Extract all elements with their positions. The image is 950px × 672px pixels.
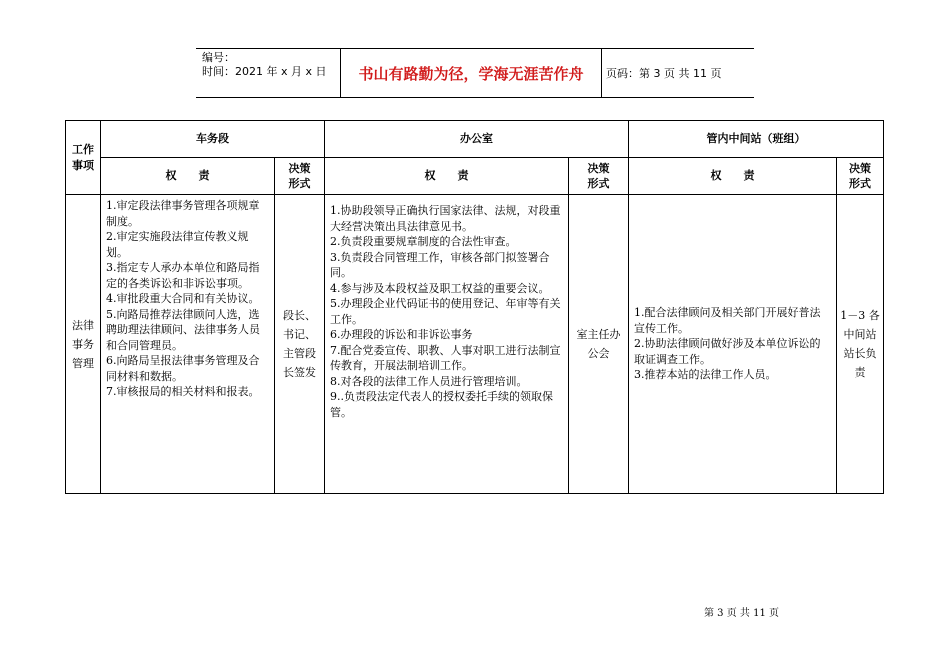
sub-header-duty: 权 责 (101, 158, 275, 195)
col-header-item: 工作事项 (66, 121, 101, 195)
group-header-chewuduan: 车务段 (101, 121, 325, 158)
g3-duties-cell (629, 195, 837, 494)
page-footer: 第 3 页 共 11 页 (704, 608, 779, 619)
g2-duty-item: 9..负责段法定代表人的授权委托手续的领取保管。 (330, 390, 553, 419)
g1-duties-cell (101, 195, 275, 494)
g2-duty-item: 8.对各段的法律工作人员进行管理培训。 (330, 374, 528, 388)
header-meta (202, 51, 340, 95)
row-item-label: 法律事务管理 (66, 195, 101, 494)
number-label: 编号： (202, 51, 235, 64)
sub-header-duty: 权 责 (325, 158, 569, 195)
g3-duty-item: 3.推荐本站的法律工作人员。 (634, 368, 777, 382)
sub-header-decision: 决策形式 (837, 158, 884, 195)
sub-header-decision: 决策形式 (275, 158, 325, 195)
sub-header-duty: 权 责 (629, 158, 837, 195)
group-header-zhongjianzhan: 管内中间站（班组） (629, 121, 884, 158)
header-page-label: 页码：第 3 页 共 11 页 (606, 67, 722, 80)
g1-duty-item: 1.审定段法律事务管理各项规章制度。 (106, 199, 260, 228)
g2-duty-item: 2.负责段重要规章制度的合法性审查。 (330, 235, 517, 248)
sub-header-decision: 决策形式 (569, 158, 629, 195)
g2-duty-item: 3.负责段合同管理工作，审核各部门拟签署合同。 (330, 250, 550, 279)
g2-duties-cell (325, 195, 569, 494)
g3-duty-item: 2.协助法律顾问做好涉及本单位诉讼的取证调查工作。 (634, 337, 821, 366)
g3-decision-cell: 1－3 各中间站站长负责 (837, 195, 884, 494)
g2-duty-item: 4.参与涉及本段权益及职工权益的重要会议。 (330, 281, 550, 295)
g2-duty-item: 7.配合党委宣传、职教、人事对职工进行法制宣传教育，开展法制培训工作。 (330, 343, 561, 372)
g2-duty-item: 5.办理段企业代码证书的使用登记、年审等有关工作。 (330, 297, 561, 326)
time-label: 时间：2021 年 x 月 x 日 (202, 65, 327, 78)
g1-duty-item: 7.审核报局的相关材料和报表。 (106, 385, 260, 398)
g1-duty-item: 6.向路局呈报法律事务管理及合同材料和数据。 (106, 354, 260, 383)
g2-duty-item: 6.办理段的诉讼和非诉讼事务 (330, 328, 473, 341)
header-row-sub (66, 158, 884, 195)
group-header-bangongshi: 办公室 (325, 121, 629, 158)
page-header (196, 48, 754, 98)
g1-duty-item: 4.审批段重大合同和有关协议。 (106, 292, 260, 305)
g3-duty-item: 1.配合法律顾问及相关部门开展好普法宣传工作。 (634, 306, 821, 335)
g1-duty-item: 5.向路局推荐法律顾问人选，选聘助理法律顾问、法律事务人员和合同管理员。 (106, 307, 260, 352)
table-row (66, 195, 884, 494)
g2-duty-item: 1.协助段领导正确执行国家法律、法规，对段重大经营决策出具法律意见书。 (330, 204, 561, 233)
responsibility-table (65, 120, 884, 494)
g1-decision-cell: 段长、书记、主管段长签发 (275, 195, 325, 494)
header-motto: 书山有路勤为径，学海无涯苦作舟 (340, 49, 602, 97)
g2-decision-cell: 室主任办公会 (569, 195, 629, 494)
header-row-groups (66, 121, 884, 158)
g1-duty-item: 2.审定实施段法律宣传教义规划。 (106, 230, 249, 259)
g1-duty-item: 3.指定专人承办本单位和路局指定的各类诉讼和非诉讼事项。 (106, 261, 260, 290)
